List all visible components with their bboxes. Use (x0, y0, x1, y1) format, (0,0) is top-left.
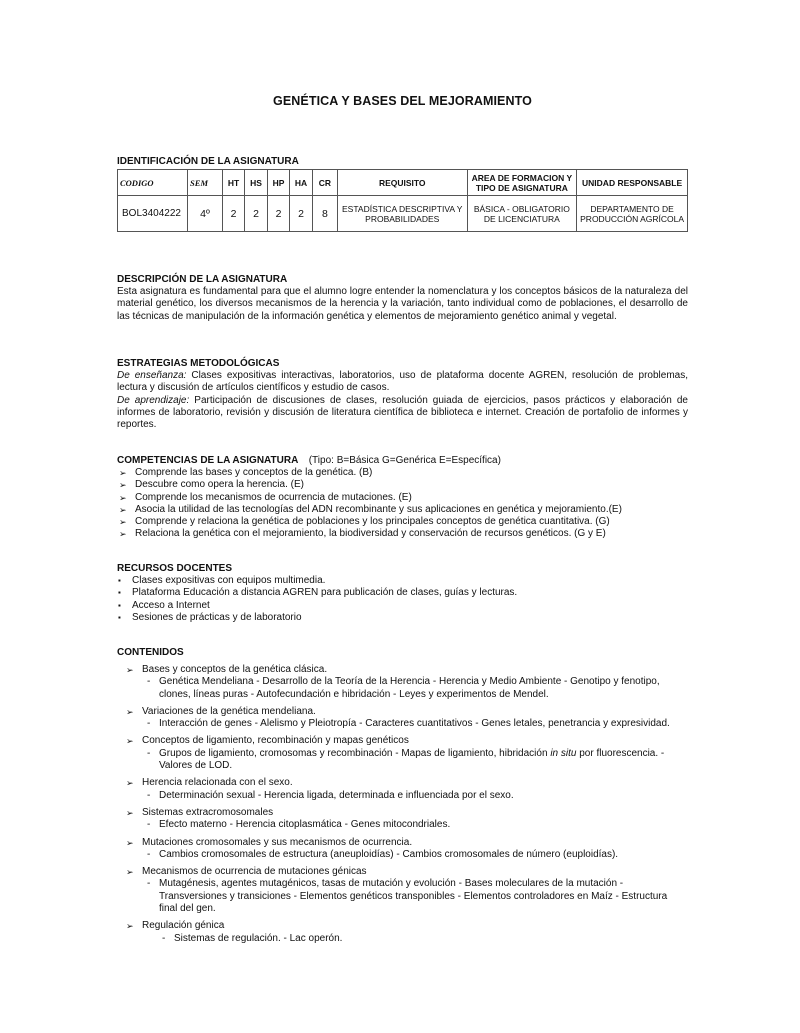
content-title: Herencia relacionada con el sexo. (142, 777, 293, 789)
content-title: Sistemas extracromosomales (142, 806, 274, 818)
cell-sem: 4º (188, 196, 223, 232)
cell-codigo: BOL3404222 (118, 196, 188, 232)
content-detail: - Cambios cromosomales de estructura (aneuploidías) - Cambios cromosomales de número (euploidías). (147, 848, 619, 860)
competencies-heading: COMPETENCIAS DE LA ASIGNATURA (117, 455, 298, 466)
arrow-bullet-icon: ➢ (126, 736, 134, 747)
arrow-bullet-icon: ➢ (119, 517, 127, 528)
learning-text: Participación de discusiones de clases, resolución guiada de ejercicios, pasos prácticos y elaboración de informes de laboratorio, revisión y discusión de literatura científica de biblioteca e internet. Creación de portafolio de informes y reportes. (117, 394, 688, 431)
list-item: ➢ Comprende y relaciona la genética de poblaciones y los principales conceptos de genética cuantitativa. (G) (119, 516, 610, 528)
arrow-bullet-icon: ➢ (126, 665, 134, 675)
list-item: ▪ Acceso a Internet (118, 599, 210, 611)
cell-hp: 2 (267, 196, 289, 232)
dash-bullet-icon: - (147, 747, 151, 759)
square-bullet-icon: ▪ (118, 600, 121, 610)
description-heading: DESCRIPCIÓN DE LA ASIGNATURA (117, 274, 288, 285)
list-item: ▪ Sesiones de prácticas y de laboratorio (118, 611, 302, 623)
strategies-section (117, 358, 688, 431)
competencies-type-legend: (Tipo: B=Básica G=Genérica E=Específica) (308, 455, 501, 466)
content-detail: - Interacción de genes - Alelismo y Pleiotropía - Caracteres cuantitativos - Genes letales, penetrancia y expresividad. (147, 718, 670, 730)
arrow-bullet-icon: ➢ (119, 492, 127, 503)
list-item: ➢ Relaciona la genética con el mejoramiento, la biodiversidad y conservación de recursos genéticos. (G y E) (119, 528, 606, 540)
list-item: ▪ Clases expositivas con equipos multimedia. (118, 575, 326, 586)
strategy-learning (117, 395, 688, 432)
dash-bullet-icon: - (147, 848, 151, 860)
dash-bullet-icon: - (147, 718, 151, 730)
header-area: AREA DE FORMACION Y TIPO DE ASIGNATURA (467, 170, 577, 196)
list-item: ➢ Asocia la utilidad de las tecnologías del ADN recombinante y sus aplicaciones en genética y mejoramiento.(E) (119, 503, 622, 515)
list-item (117, 706, 688, 731)
cell-hs: 2 (245, 196, 267, 232)
teaching-text: Clases expositivas interactivas, laboratorios, uso de plataforma docente AGREN, resolución de problemas, lectura y discusión de artículos científicos y estudio de casos. (117, 370, 688, 394)
competencies-section (117, 455, 688, 541)
square-bullet-icon: ▪ (118, 576, 121, 585)
header-ht: HT (222, 170, 244, 196)
contents-heading: CONTENIDOS (117, 647, 184, 658)
dash-bullet-icon: - (162, 932, 166, 944)
dash-bullet-icon: - (147, 789, 151, 801)
content-title: Variaciones de la genética mendeliana. (142, 705, 316, 717)
strategies-heading: ESTRATEGIAS METODOLÓGICAS (117, 358, 280, 369)
header-unidad: UNIDAD RESPONSABLE (577, 170, 688, 196)
arrow-bullet-icon: ➢ (126, 837, 134, 848)
list-item: ➢ Descubre como opera la herencia. (E) (119, 479, 304, 491)
resources-heading: RECURSOS DOCENTES (117, 563, 233, 574)
list-item (117, 866, 688, 915)
arrow-bullet-icon: ➢ (126, 706, 134, 717)
content-detail: - Genética Mendeliana - Desarrollo de la Teoría de la Herencia - Herencia y Medio Ambiente - Genotipo y fenotipo, clones, líneas puras - Autofecundación e hibridación - Leyes y experimentos de Mendel. (147, 676, 660, 700)
content-detail: - Determinación sexual - Herencia ligada, determinada e influenciada por el sexo. (147, 789, 514, 801)
header-codigo: CODIGO (118, 170, 188, 196)
list-item (117, 777, 688, 802)
list-item: ➢ Comprende las bases y conceptos de la genética. (B) (119, 467, 373, 478)
strategy-teaching (117, 370, 688, 395)
cell-ha: 2 (290, 196, 313, 232)
arrow-bullet-icon: ➢ (119, 468, 127, 478)
header-hs: HS (245, 170, 267, 196)
list-item (117, 807, 688, 832)
arrow-bullet-icon: ➢ (119, 480, 127, 491)
dash-bullet-icon: - (147, 676, 151, 688)
content-detail: - Grupos de ligamiento, cromosomas y recombinación - Mapas de ligamiento, hibridación in situ por fluorescencia. - Valores de LOD. (147, 747, 665, 772)
header-ha: HA (290, 170, 313, 196)
list-item (117, 664, 688, 701)
resources-section (117, 563, 688, 624)
content-title: Mecanismos de ocurrencia de mutaciones génicas (142, 866, 367, 878)
table-header-row (118, 170, 688, 196)
competencies-heading-line (117, 455, 688, 467)
arrow-bullet-icon: ➢ (126, 867, 134, 878)
arrow-bullet-icon: ➢ (126, 807, 134, 818)
learning-label: De aprendizaje: (117, 394, 190, 406)
arrow-bullet-icon: ➢ (119, 504, 127, 515)
cell-requisito: ESTADÍSTICA DESCRIPTIVA Y PROBABILIDADES (337, 196, 467, 232)
dash-bullet-icon: - (147, 878, 151, 890)
list-item: ➢ Comprende los mecanismos de ocurrencia de mutaciones. (E) (119, 491, 412, 503)
cell-unidad: DEPARTAMENTO DE PRODUCCIÓN AGRÍCOLA (577, 196, 688, 232)
arrow-bullet-icon: ➢ (119, 529, 127, 540)
list-item: ▪ Plataforma Educación a distancia AGREN para publicación de clases, guías y lecturas. (118, 587, 518, 599)
content-title: Conceptos de ligamiento, recombinación y mapas genéticos (142, 735, 409, 747)
arrow-bullet-icon: ➢ (126, 778, 134, 789)
cell-ht: 2 (222, 196, 244, 232)
content-title: Regulación génica (142, 920, 225, 932)
header-requisito: REQUISITO (337, 170, 467, 196)
table-row (118, 196, 688, 232)
square-bullet-icon: ▪ (118, 588, 121, 598)
cell-area: BÁSICA - OBLIGATORIO DE LICENCIATURA (467, 196, 577, 232)
list-item (117, 837, 688, 862)
resources-list (117, 575, 688, 624)
teaching-label: De enseñanza: (117, 370, 187, 381)
cell-cr: 8 (312, 196, 337, 232)
content-detail: - Mutagénesis, agentes mutagénicos, tasas de mutación y evolución - Bases moleculares de la mutación - Transversiones y transiciones - Elementos genéticos transponibles - Elementos controladores en Maíz - Estructura final del gen. (147, 878, 668, 915)
header-sem: SEM (188, 170, 223, 196)
list-item (117, 735, 688, 772)
content-title: Bases y conceptos de la genética clásica. (142, 664, 328, 675)
square-bullet-icon: ▪ (118, 612, 121, 622)
description-section (117, 274, 688, 323)
description-text: Esta asignatura es fundamental para que el alumno logre entender la nomenclatura y los conceptos básicos de la naturaleza del material genético, los diversos mecanismos de la herencia y la variación, tanto individual como de poblaciones, el desarrollo de las técnicas de manipulación de la información genética y elementos de mejoramiento genético animal y vegetal. (117, 286, 688, 322)
identification-heading: IDENTIFICACIÓN DE LA ASIGNATURA (117, 156, 299, 167)
dash-bullet-icon: - (147, 819, 151, 831)
header-cr: CR (312, 170, 337, 196)
arrow-bullet-icon: ➢ (126, 921, 134, 932)
contents-section (117, 647, 688, 950)
list-item (117, 920, 688, 945)
content-detail: - Sistemas de regulación. - Lac operón. (162, 932, 343, 944)
page-title: GENÉTICA Y BASES DEL MEJORAMIENTO (273, 94, 532, 108)
header-hp: HP (267, 170, 289, 196)
identification-table (117, 169, 688, 232)
content-title: Mutaciones cromosomales y sus mecanismos de ocurrencia. (142, 836, 413, 848)
competencies-list (117, 467, 688, 541)
content-detail: - Efecto materno - Herencia citoplasmática - Genes mitocondriales. (147, 819, 451, 831)
identification-section (117, 156, 688, 232)
